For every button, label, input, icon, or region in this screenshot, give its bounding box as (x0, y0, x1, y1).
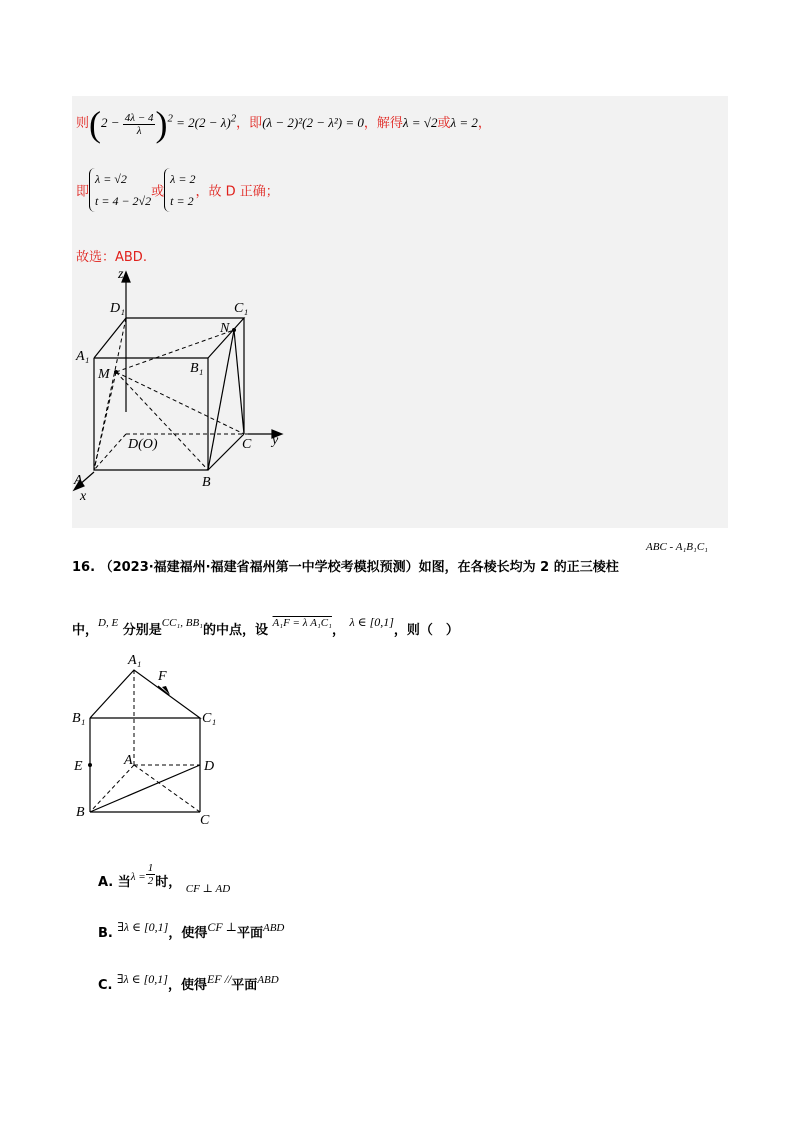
label-D1: D₁ (110, 301, 125, 316)
lhs-start: 2 − (101, 114, 120, 130)
label-B: B (202, 475, 211, 490)
option-b-math-pre: ∃λ ∈ [0,1] (117, 920, 169, 934)
option-a-frac (146, 862, 156, 887)
label-D: D (204, 759, 215, 774)
option-b-label: B. (98, 926, 113, 941)
system-1-eq-b: t = 4 − 2√2 (95, 194, 152, 208)
label-B1: B₁ (190, 361, 204, 376)
system-2-eq-a: λ = 2 (170, 172, 196, 186)
answer-line: 故选：ABD. (76, 250, 147, 265)
fraction (123, 112, 156, 137)
option-c-mid: ，使得 (167, 978, 207, 993)
label-z: z (118, 267, 124, 282)
option-b[interactable] (98, 920, 284, 941)
option-c-math-pre: ∃λ ∈ [0,1] (117, 972, 168, 986)
label-C1: C₁ (234, 301, 249, 316)
option-b-math: CF ⊥ (207, 920, 237, 934)
option-a-frac-num: 1 (147, 862, 154, 874)
option-a[interactable] (98, 862, 230, 895)
label-x: x (80, 489, 87, 504)
label-A: A (74, 473, 83, 488)
edges: CC₁, BB₁ (161, 617, 203, 629)
cube-figure (72, 262, 302, 512)
option-b-post: 平面 (236, 926, 263, 941)
system-1 (89, 168, 151, 212)
label-C: C (200, 813, 210, 828)
label-F: F (158, 669, 167, 684)
question-16-line-1 (72, 556, 619, 575)
label-C1: C₁ (202, 711, 217, 726)
text-zhong: 中， (72, 623, 99, 638)
system-2 (164, 168, 195, 212)
solution-1: λ = √2 (402, 114, 438, 130)
label-A: A (124, 753, 133, 768)
option-c-post: 平面 (231, 978, 258, 993)
label-A1: A₁ (128, 653, 142, 668)
label-M: M (98, 367, 110, 382)
option-a-math: CF ⊥ AD (185, 883, 231, 895)
prism-name: ABC - A₁B₁C₁ (646, 541, 708, 553)
text-prefix: 则 (76, 115, 90, 131)
label-B: B (76, 805, 85, 820)
option-c-math: EF // (206, 972, 232, 986)
text-fenbie: 分别是 (122, 623, 162, 638)
label-C: C (242, 437, 252, 452)
comma: ， (331, 623, 345, 638)
or-text: 或 (151, 184, 165, 200)
option-c-label: C. (98, 978, 113, 993)
option-c-math-2: ABD (257, 974, 279, 986)
option-a-cond: λ = (130, 871, 146, 883)
equation-2: (λ − 2)²(2 − λ²) = 0 (262, 114, 364, 130)
solution-2: λ = 2 (450, 114, 478, 130)
line-end: ， (477, 115, 491, 131)
equation-1: (2 − $\frac{4\lambda - 4}{\lambda}$ )$^2 = 2(2 - \lambda)^2$ (89, 104, 237, 144)
text-prefix: 即 (76, 184, 90, 200)
option-b-mid: ，使得 (168, 926, 208, 941)
line-end: ，故 D 正确； (195, 184, 279, 200)
label-N: N (220, 321, 230, 336)
points-DE: D, E (98, 617, 119, 629)
or-text: 或 (437, 115, 451, 131)
text-midpoint: 的中点，设 (203, 623, 269, 638)
solution-line-2 (76, 168, 279, 212)
text-ze: ，则（ ） (393, 623, 459, 638)
prism-figure (70, 650, 240, 830)
option-a-label: A. (98, 875, 114, 890)
vector-equation: A₁F = λ A₁C₁ (272, 617, 332, 629)
lambda-range: λ ∈ [0,1] (349, 615, 394, 629)
label-DO: D(O) (128, 437, 158, 452)
option-a-frac-den: 2 (147, 875, 154, 887)
question-source: （2023·福建福州·福建省福州第一中学校考模拟预测）如图，在各棱长均为 2 的正三棱柱 (99, 560, 619, 575)
option-b-math-2: ABD (262, 922, 285, 934)
label-E: E (74, 759, 83, 774)
label-y: y (272, 433, 279, 448)
option-c[interactable] (98, 972, 279, 993)
sep-1: ，即 (236, 115, 263, 131)
system-1-eq-a: λ = √2 (95, 172, 127, 186)
option-a-pre: 当 (117, 875, 131, 890)
label-B1: B₁ (72, 711, 86, 726)
system-2-eq-b: t = 2 (170, 194, 194, 208)
question-number: 16. (72, 560, 96, 575)
fraction-denominator: λ (136, 124, 142, 137)
label-A1: A₁ (76, 349, 90, 364)
solution-line-1 (76, 103, 491, 145)
option-a-mid: 时， (155, 875, 182, 890)
question-16-line-2 (72, 615, 459, 638)
sep-2: ，解得 (363, 115, 403, 131)
fraction-numerator: 4λ − 4 (124, 111, 154, 124)
rhs: = 2(2 − λ) (176, 114, 231, 130)
